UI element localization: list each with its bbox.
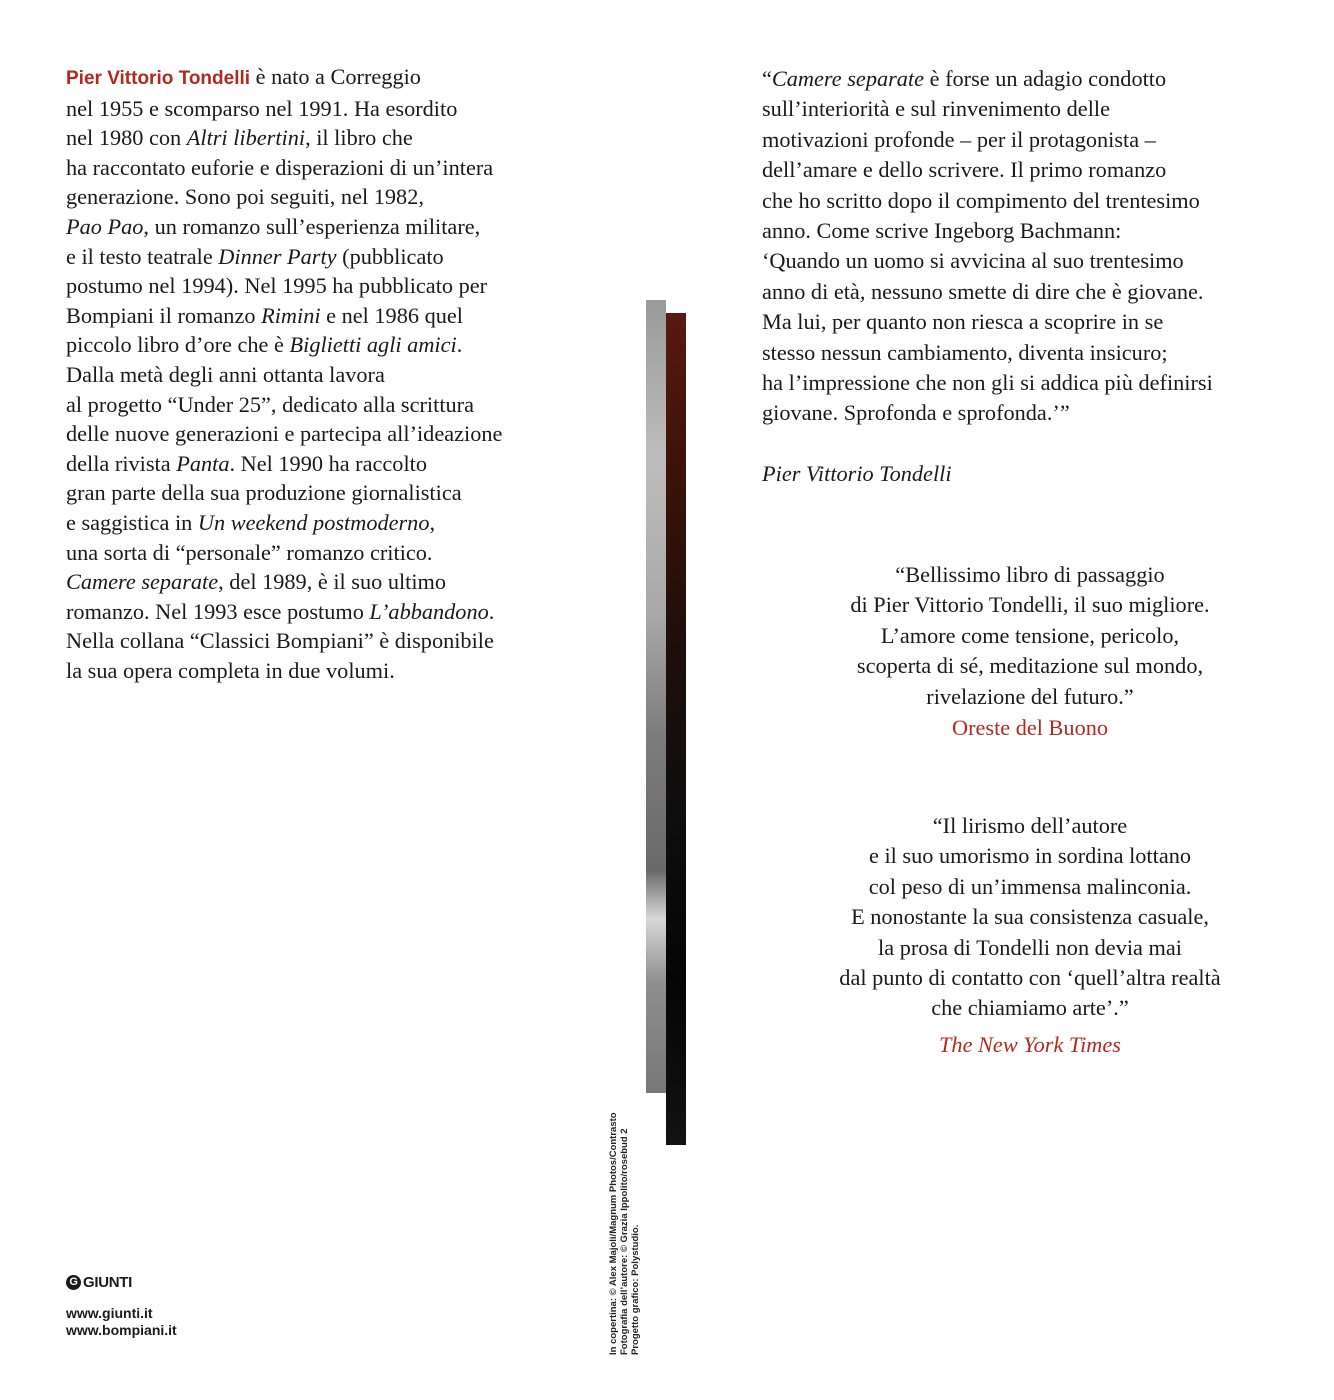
spine-photo-strip-dark	[666, 313, 686, 1145]
bio-line: romanzo. Nel 1993 esce postumo L’abbandono.	[66, 598, 495, 624]
credit-line: In copertina: © Alex Majoli/Magnum Photos/Contrasto	[608, 1112, 619, 1355]
quote-line: sull’interiorità e sul rinvenimento delle	[762, 96, 1110, 122]
bio-line: della rivista Panta. Nel 1990 ha raccolto	[66, 450, 427, 476]
quote-line: stesso nessun cambiamento, diventa insicuro;	[762, 339, 1168, 365]
author-name: Pier Vittorio Tondelli	[66, 68, 251, 89]
quote-line: che ho scritto dopo il compimento del trentesimo	[762, 187, 1200, 213]
review-line: la prosa di Tondelli non devia mai	[878, 934, 1182, 960]
spine-photo-strip-grey	[646, 300, 666, 1093]
bio-line: e saggistica in Un weekend postmoderno,	[66, 509, 436, 535]
publisher-websites	[66, 1305, 177, 1339]
bio-line: Bompiani il romanzo Rimini e nel 1986 quel	[66, 302, 463, 328]
quote-line: anno. Come scrive Ingeborg Bachmann:	[762, 218, 1122, 244]
bio-line: Pier Vittorio Tondelli è nato a Correggio	[66, 64, 421, 89]
review-line: scoperta di sé, meditazione sul mondo,	[856, 653, 1204, 679]
website-link-giunti[interactable]: www.giunti.it	[66, 1305, 153, 1321]
bio-line: al progetto “Under 25”, dedicato alla scrittura	[66, 391, 474, 417]
bio-line: piccolo libro d’ore che è Biglietti agli amici.	[66, 332, 463, 358]
bio-line: nel 1980 con Altri libertini, il libro che	[66, 125, 413, 151]
review-source: The New York Times	[939, 1031, 1121, 1057]
bio-line: gran parte della sua produzione giornalistica	[66, 480, 462, 506]
review-line: col peso di un’immensa malinconia.	[868, 873, 1192, 899]
quote-attribution: Pier Vittorio Tondelli	[762, 460, 952, 486]
credit-line: Fotografia dell’autore: © Grazia Ippolito/rosebud 2	[619, 1128, 630, 1355]
bio-line: Camere separate, del 1989, è il suo ultimo	[66, 569, 447, 595]
review-line: “Bellissimo libro di passaggio	[895, 562, 1165, 587]
giunti-logo	[66, 1274, 177, 1291]
review-new-york-times	[760, 811, 1300, 1060]
bio-line: delle nuove generazioni e partecipa all’ideazione	[66, 421, 503, 447]
review-line: E nonostante la sua consistenza casuale,	[851, 904, 1209, 930]
bio-line: nel 1955 e scomparso nel 1991. Ha esordito	[66, 95, 458, 121]
bio-line: Pao Pao, un romanzo sull’esperienza militare,	[66, 213, 481, 239]
bio-line: e il testo teatrale Dinner Party (pubblicato	[66, 243, 444, 269]
bio-line: Nella collana “Classici Bompiani” è disponibile	[66, 628, 494, 654]
review-line: “Il lirismo dell’autore	[932, 813, 1128, 838]
review-line: rivelazione del futuro.”	[926, 683, 1134, 709]
quote-line: giovane. Sprofonda e sprofonda.’”	[762, 400, 1070, 426]
quote-line: “Camere separate è forse un adagio condotto	[762, 66, 1167, 91]
bio-line: Dalla metà degli anni ottanta lavora	[66, 361, 385, 387]
bio-line: ha raccontato euforie e disperazioni di un’intera	[66, 154, 494, 180]
author-quote	[762, 64, 1322, 489]
giunti-g-icon: G	[66, 1275, 81, 1290]
review-line: che chiamiamo arte’.”	[931, 995, 1129, 1021]
bio-line: generazione. Sono poi seguiti, nel 1982,	[66, 184, 424, 210]
bio-line: la sua opera completa in due volumi.	[66, 657, 395, 683]
quote-line: ha l’impressione che non gli si addica più definirsi	[762, 370, 1213, 396]
author-biography	[66, 62, 586, 685]
giunti-logo-text: GIUNTI	[83, 1274, 133, 1291]
review-line: dal punto di contatto con ‘quell’altra realtà	[839, 965, 1221, 991]
quote-line: Ma lui, per quanto non riesca a scoprire in se	[762, 309, 1164, 335]
review-line: L’amore come tensione, pericolo,	[880, 622, 1180, 648]
photo-credits	[608, 1112, 668, 1355]
quote-line: motivazioni profonde – per il protagonista –	[762, 126, 1156, 152]
publisher-block	[66, 1274, 177, 1339]
quote-line: dell’amare e dello scrivere. Il primo romanzo	[762, 157, 1167, 183]
review-source: Oreste del Buono	[951, 715, 1109, 741]
bio-line: una sorta di “personale” romanzo critico.	[66, 539, 433, 565]
bio-line: postumo nel 1994). Nel 1995 ha pubblicato per	[66, 273, 488, 299]
review-line: e il suo umorismo in sordina lottano	[868, 843, 1192, 869]
quote-line: ‘Quando un uomo si avvicina al suo trentesimo	[762, 248, 1184, 274]
review-line: di Pier Vittorio Tondelli, il suo migliore.	[850, 592, 1210, 618]
credit-line: Progetto grafico: Polystudio.	[630, 1224, 641, 1355]
quote-line: anno di età, nessuno smette di dire che è giovane.	[762, 278, 1204, 304]
website-link-bompiani[interactable]: www.bompiani.it	[66, 1322, 177, 1338]
review-oreste-del-buono	[760, 560, 1300, 743]
